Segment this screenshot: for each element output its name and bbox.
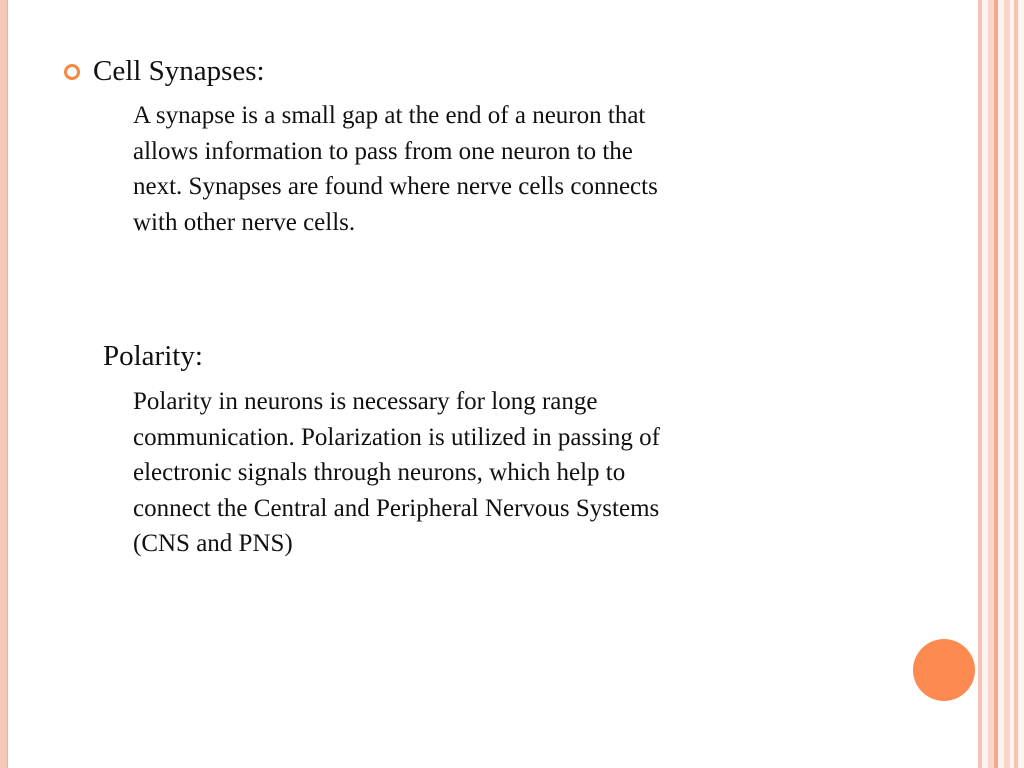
circle-bullet-icon [64,64,80,80]
polarity-heading: Polarity: [103,340,203,372]
polarity-paragraph: Polarity in neurons is necessary for long range communication. Polarization is utilized in passing of electronic signals through neurons, which help to connect the Central and Peripheral Nervous Systems (CNS and PNS) [133,388,660,558]
decorative-orange-circle [913,639,975,701]
cell-synapses-paragraph: A synapse is a small gap at the end of a neuron that allows information to pass from one neuron to the next. Synapses are found where nerve cells connects with other nerve cells. [133,102,658,236]
cell-synapses-heading: Cell Synapses: [93,55,265,87]
right-border-stripe-1 [978,0,982,768]
left-border-line [7,0,8,768]
right-border-stripe-5 [1014,0,1018,768]
right-border-stripe-3 [994,0,998,768]
right-border-stripe-4 [1004,0,1010,768]
left-border-stripe [0,0,7,768]
